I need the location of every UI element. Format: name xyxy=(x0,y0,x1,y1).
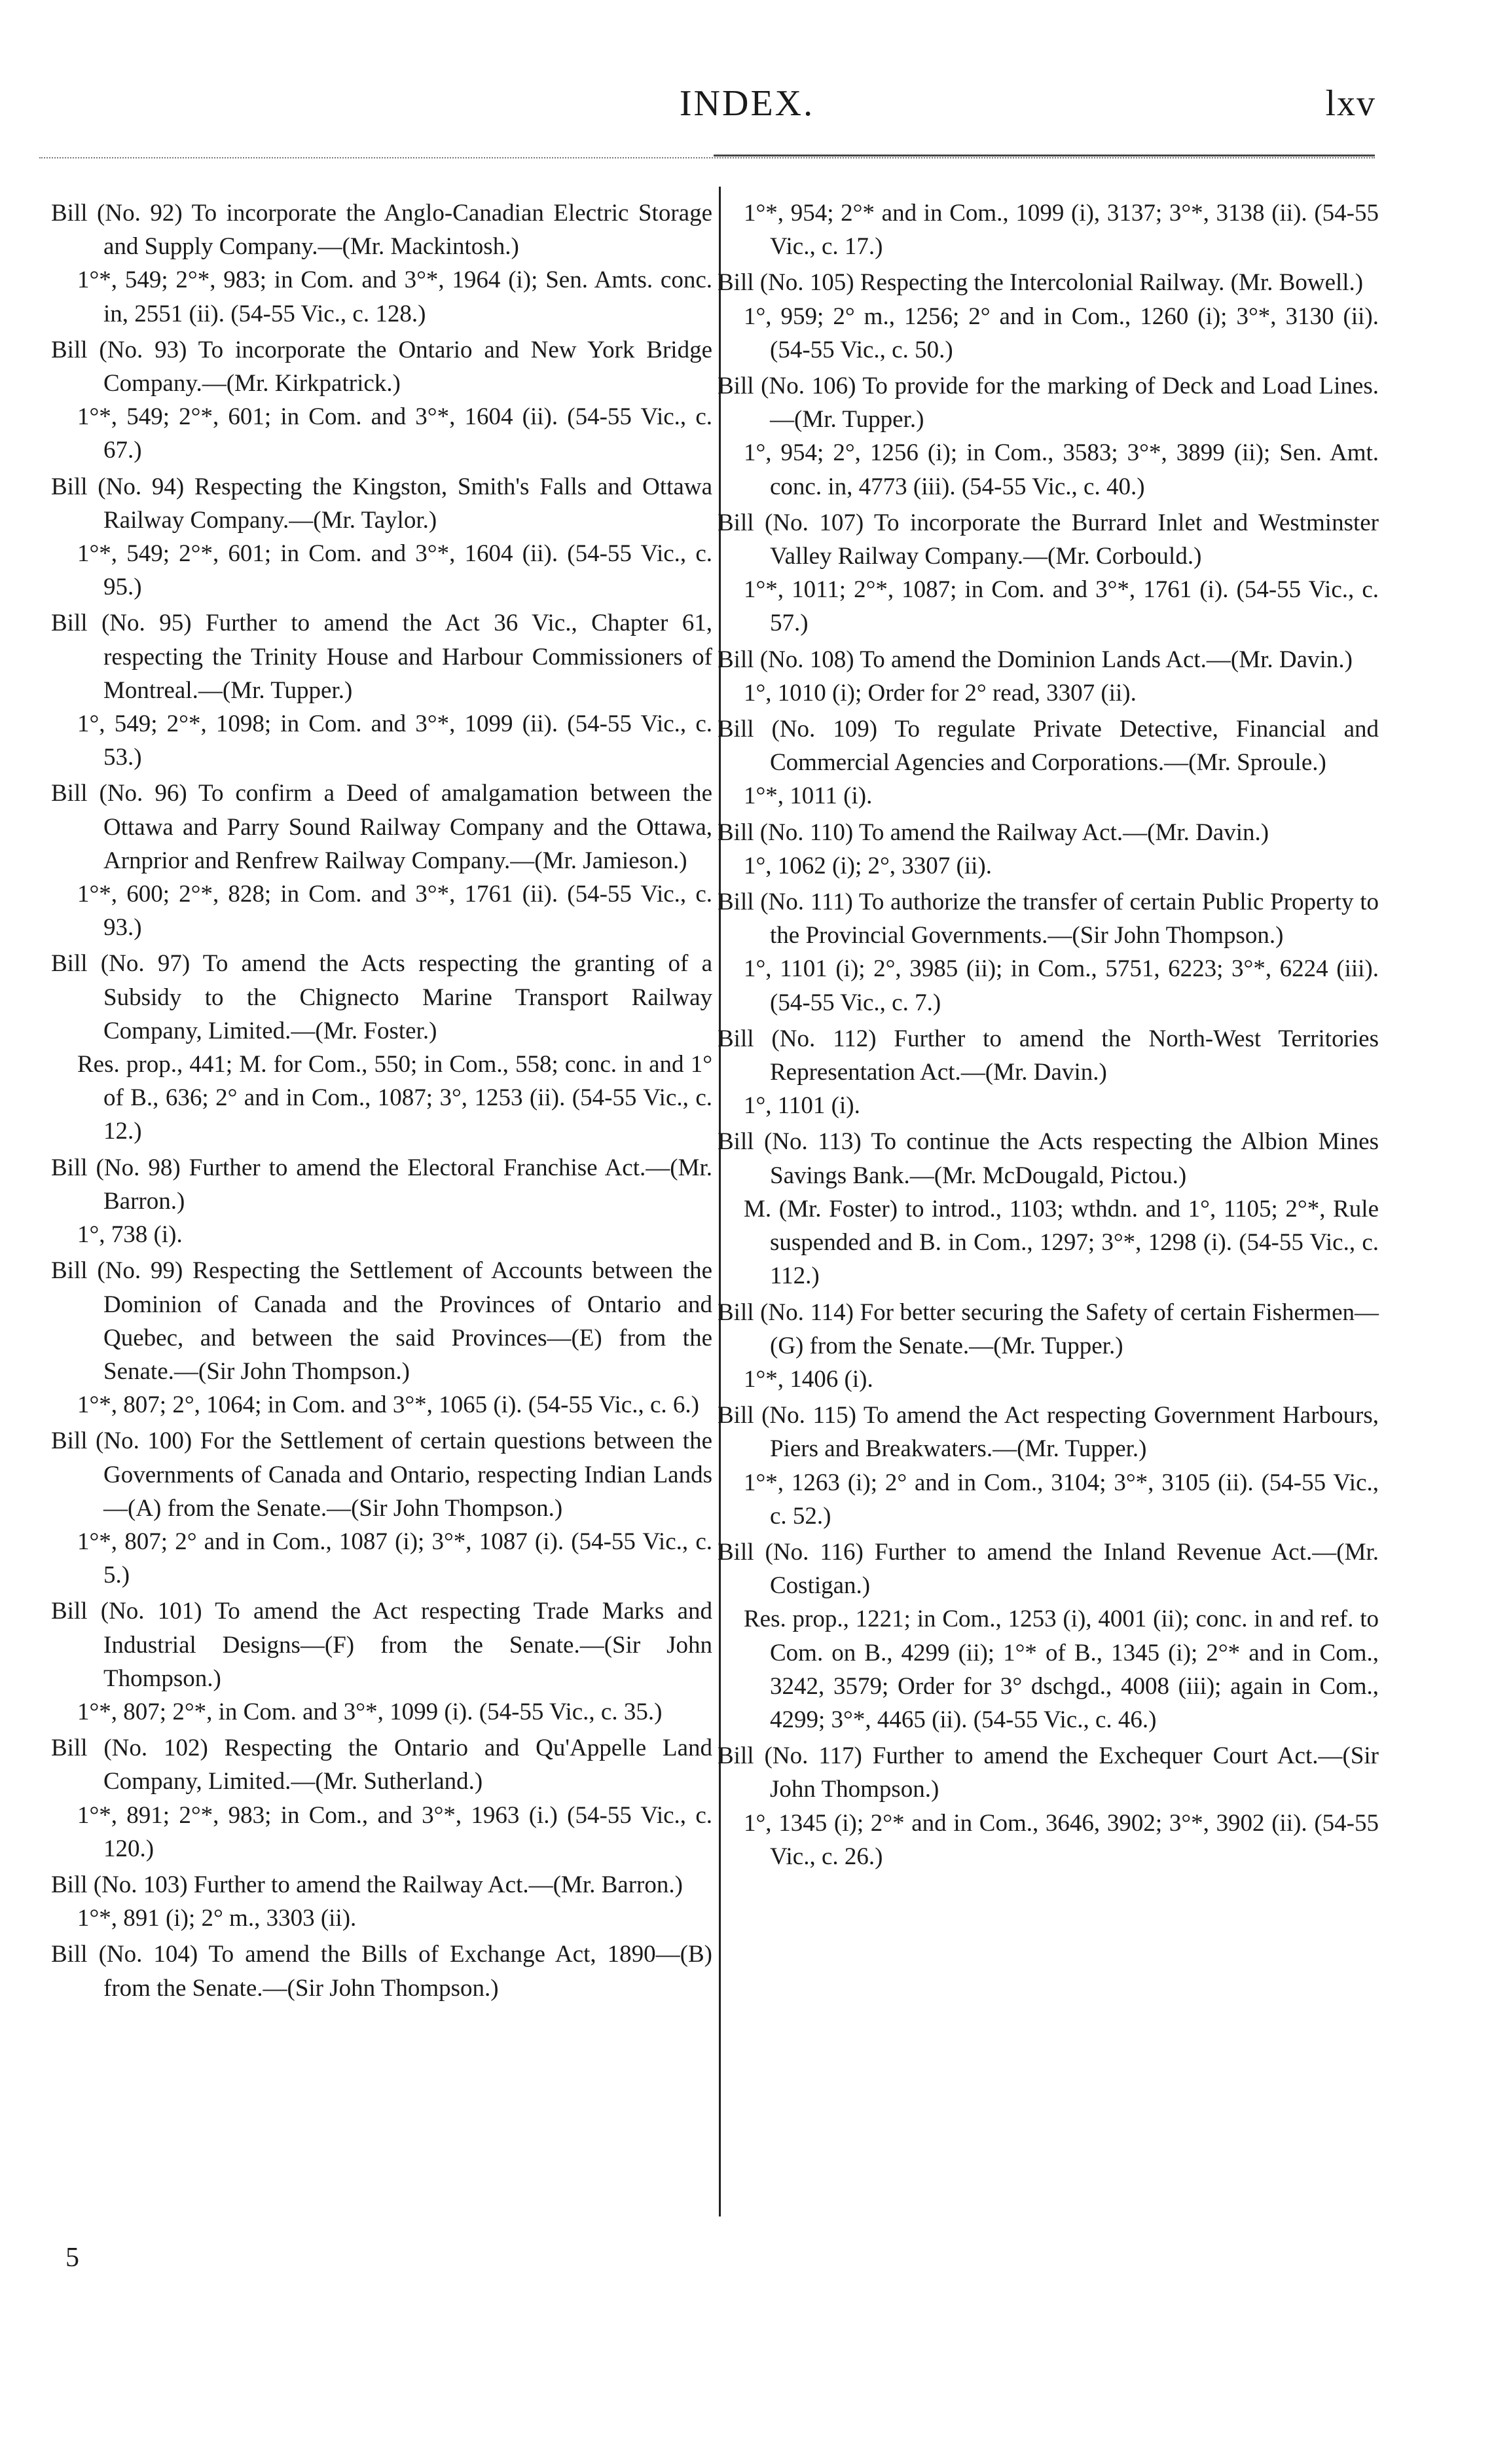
index-entry xyxy=(718,1739,1379,1873)
entry-detail: 1°*, 891 (i); 2° m., 3303 (ii). xyxy=(77,1905,357,1932)
index-entry xyxy=(718,196,1379,263)
page-title: INDEX. xyxy=(679,83,815,124)
header-rule xyxy=(39,157,1375,158)
entry-heading: Bill (No. 93) To incorporate the Ontario and New York Bridge Company.—(Mr. Kirkpatrick.) xyxy=(51,336,712,397)
index-entry xyxy=(718,506,1379,640)
index-entry xyxy=(51,333,712,468)
index-entry xyxy=(718,1022,1379,1123)
entry-detail: 1°, 1101 (i); 2°, 3985 (ii); in Com., 5751, 6223; 3°*, 6224 (iii). (54-55 Vic., c. 7.) xyxy=(744,955,1379,1016)
index-entry xyxy=(718,266,1379,367)
entry-detail: 1°*, 549; 2°*, 983; in Com. and 3°*, 1964 (i); Sen. Amts. conc. in, 2551 (ii). (54-55 Vic., c. 128.) xyxy=(77,267,712,327)
entry-heading: Bill (No. 112) Further to amend the North-West Territories Representation Act.—(Mr. Davin.) xyxy=(718,1025,1379,1086)
index-entry xyxy=(51,1594,712,1729)
entry-detail: 1°, 549; 2°*, 1098; in Com. and 3°*, 1099 (ii). (54-55 Vic., c. 53.) xyxy=(77,710,712,771)
entry-heading: Bill (No. 98) Further to amend the Electoral Franchise Act.—(Mr. Barron.) xyxy=(51,1154,712,1215)
entry-detail: 1°*, 600; 2°*, 828; in Com. and 3°*, 1761 (ii). (54-55 Vic., c. 93.) xyxy=(77,881,712,942)
signature-mark: 5 xyxy=(65,2243,79,2273)
index-entry xyxy=(718,369,1379,504)
index-entry xyxy=(51,606,712,774)
entry-heading: Bill (No. 103) Further to amend the Railway Act.—(Mr. Barron.) xyxy=(51,1871,683,1898)
right-column xyxy=(718,196,1379,1876)
index-entry xyxy=(718,816,1379,883)
entry-detail: 1°, 954; 2°, 1256 (i); in Com., 3583; 3°*, 3899 (ii); Sen. Amt. conc. in, 4773 (iii). (54-55 Vic., c. 40.) xyxy=(744,439,1379,500)
entry-heading: Bill (No. 94) Respecting the Kingston, Smith's Falls and Ottawa Railway Company.—(Mr. Taylor.) xyxy=(51,473,712,534)
entry-detail: 1°*, 891; 2°*, 983; in Com., and 3°*, 1963 (i.) (54-55 Vic., c. 120.) xyxy=(77,1801,712,1862)
entry-detail: 1°, 959; 2° m., 1256; 2° and in Com., 1260 (i); 3°*, 3130 (ii). (54-55 Vic., c. 50.) xyxy=(744,303,1379,363)
index-entry xyxy=(718,1296,1379,1397)
index-entry xyxy=(51,777,712,944)
page-header xyxy=(0,77,1494,136)
entry-heading: Bill (No. 114) For better securing the Safety of certain Fishermen—(G) from the Senate.—(Mr. Tupper.) xyxy=(718,1298,1379,1359)
entry-heading: Bill (No. 110) To amend the Railway Act.—(Mr. Davin.) xyxy=(718,818,1269,846)
entry-heading: Bill (No. 102) Respecting the Ontario and Qu'Appelle Land Company, Limited.—(Mr. Sutherland.) xyxy=(51,1735,712,1795)
header-rule-solid xyxy=(714,155,1375,156)
index-entry xyxy=(51,1151,712,1252)
index-entry xyxy=(718,1535,1379,1737)
entry-heading: Bill (No. 117) Further to amend the Exchequer Court Act.—(Sir John Thompson.) xyxy=(718,1742,1379,1803)
index-entry xyxy=(718,1399,1379,1533)
entry-detail: 1°*, 1011; 2°*, 1087; in Com. and 3°*, 1761 (i). (54-55 Vic., c. 57.) xyxy=(744,576,1379,637)
entry-heading: Bill (No. 100) For the Settlement of certain questions between the Governments of Canada and Ontario, respecting Indian Lands—(A) from the Senate.—(Sir John Thompson.) xyxy=(51,1427,712,1522)
entry-detail: 1°*, 954; 2°* and in Com., 1099 (i), 3137; 3°*, 3138 (ii). (54-55 Vic., c. 17.) xyxy=(744,200,1379,261)
entry-heading: Bill (No. 113) To continue the Acts respecting the Albion Mines Savings Bank.—(Mr. McDougald, Pictou.) xyxy=(718,1128,1379,1189)
entry-heading: Bill (No. 111) To authorize the transfer of certain Public Property to the Provincial Governments.—(Sir John Thompson.) xyxy=(718,889,1379,949)
index-entry xyxy=(718,1125,1379,1293)
entry-heading: Bill (No. 107) To incorporate the Burrard Inlet and Westminster Valley Railway Company.—(Mr. Corbould.) xyxy=(718,509,1379,570)
entry-detail: Res. prop., 1221; in Com., 1253 (i), 4001 (ii); conc. in and ref. to Com. on B., 4299 (ii); 1°* of B., 1345 (i); 2°* and in Com., 3242, 3579; Order for 3° dschgd., 4008 (iii); again in Com., 4299; 3°*, 4465 (ii). (54-55 Vic., c. 46.) xyxy=(744,1606,1379,1733)
index-entry xyxy=(51,947,712,1148)
entry-heading: Bill (No. 99) Respecting the Settlement of Accounts between the Dominion of Canada and the Provinces of Ontario and Quebec, and between the said Provinces—(E) from the Senate.—(Sir John Thompson.) xyxy=(51,1257,712,1385)
entry-detail: 1°*, 1263 (i); 2° and in Com., 3104; 3°*, 3105 (ii). (54-55 Vic., c. 52.) xyxy=(744,1469,1379,1530)
entry-detail: 1°*, 807; 2°, 1064; in Com. and 3°*, 1065 (i). (54-55 Vic., c. 6.) xyxy=(77,1391,699,1419)
entry-heading: Bill (No. 101) To amend the Act respecting Trade Marks and Industrial Designs—(F) from the Senate.—(Sir John Thompson.) xyxy=(51,1598,712,1692)
entry-detail: 1°*, 549; 2°*, 601; in Com. and 3°*, 1604 (ii). (54-55 Vic., c. 67.) xyxy=(77,403,712,464)
index-entry xyxy=(51,196,712,331)
index-entry xyxy=(51,1731,712,1866)
index-entry xyxy=(51,1868,712,1935)
entry-detail: 1°*, 1011 (i). xyxy=(744,782,873,810)
entry-detail: 1°*, 807; 2°*, in Com. and 3°*, 1099 (i). (54-55 Vic., c. 35.) xyxy=(77,1698,663,1725)
index-entry xyxy=(718,885,1379,1020)
entry-heading: Bill (No. 92) To incorporate the Anglo-Canadian Electric Storage and Supply Company.—(Mr. Mackintosh.) xyxy=(51,200,712,261)
entry-heading: Bill (No. 108) To amend the Dominion Lands Act.—(Mr. Davin.) xyxy=(718,646,1353,673)
index-entry xyxy=(51,1424,712,1592)
entry-detail: 1°*, 807; 2° and in Com., 1087 (i); 3°*, 1087 (i). (54-55 Vic., c. 5.) xyxy=(77,1528,712,1589)
entry-heading: Bill (No. 106) To provide for the marking of Deck and Load Lines.—(Mr. Tupper.) xyxy=(718,373,1379,433)
entry-detail: 1°, 738 (i). xyxy=(77,1221,183,1249)
entry-detail: 1°, 1345 (i); 2°* and in Com., 3646, 3902; 3°*, 3902 (ii). (54-55 Vic., c. 26.) xyxy=(744,1809,1379,1870)
entry-detail: M. (Mr. Foster) to introd., 1103; wthdn. and 1°, 1105; 2°*, Rule suspended and B. in Com., 1297; 3°*, 1298 (i). (54-55 Vic., c. 112.) xyxy=(744,1195,1379,1290)
entry-detail: 1°*, 549; 2°*, 601; in Com. and 3°*, 1604 (ii). (54-55 Vic., c. 95.) xyxy=(77,540,712,601)
entry-heading: Bill (No. 96) To confirm a Deed of amalgamation between the Ottawa and Parry Sound Railway Company and the Ottawa, Arnprior and Renfrew Railway Company.—(Mr. Jamieson.) xyxy=(51,780,712,874)
entry-heading: Bill (No. 104) To amend the Bills of Exchange Act, 1890—(B) from the Senate.—(Sir John Thompson.) xyxy=(51,1941,712,2002)
entry-detail: 1°*, 1406 (i). xyxy=(744,1365,873,1393)
left-column xyxy=(51,196,712,2008)
entry-heading: Bill (No. 105) Respecting the Intercolonial Railway. (Mr. Bowell.) xyxy=(718,269,1364,297)
entry-heading: Bill (No. 97) To amend the Acts respecting the granting of a Subsidy to the Chignecto Marine Transport Railway Company, Limited.—(Mr. Foster.) xyxy=(51,950,712,1044)
entry-heading: Bill (No. 95) Further to amend the Act 36 Vic., Chapter 61, respecting the Trinity House and Harbour Commissioners of Montreal.—(Mr. Tupper.) xyxy=(51,610,712,704)
entry-detail: 1°, 1010 (i); Order for 2° read, 3307 (ii). xyxy=(744,679,1137,707)
index-entry xyxy=(51,1938,712,2004)
index-entry xyxy=(718,712,1379,813)
entry-detail: 1°, 1062 (i); 2°, 3307 (ii). xyxy=(744,852,992,879)
entry-detail: Res. prop., 441; M. for Com., 550; in Com., 558; conc. in and 1° of B., 636; 2° and in Com., 1087; 3°, 1253 (ii). (54-55 Vic., c. 12.) xyxy=(77,1051,712,1145)
index-entry xyxy=(51,470,712,604)
index-entry xyxy=(718,643,1379,710)
index-entry xyxy=(51,1254,712,1422)
entry-heading: Bill (No. 115) To amend the Act respecting Government Harbours, Piers and Breakwaters.—(Mr. Tupper.) xyxy=(718,1402,1379,1463)
page-number: lxv xyxy=(1325,83,1376,124)
entry-heading: Bill (No. 116) Further to amend the Inland Revenue Act.—(Mr. Costigan.) xyxy=(718,1538,1379,1600)
entry-detail: 1°, 1101 (i). xyxy=(744,1092,860,1120)
entry-heading: Bill (No. 109) To regulate Private Detective, Financial and Commercial Agencies and Corporations.—(Mr. Sproule.) xyxy=(718,716,1379,777)
